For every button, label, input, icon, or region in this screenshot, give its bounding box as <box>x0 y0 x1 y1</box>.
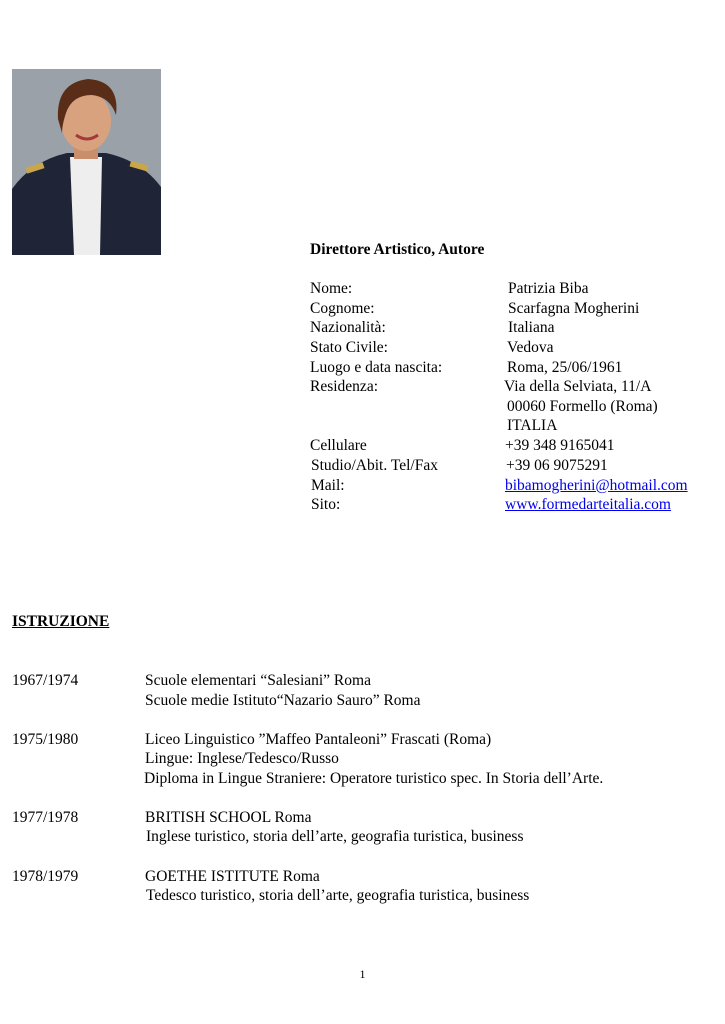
info-label: Stato Civile: <box>310 339 388 356</box>
education-line: Scuole elementari “Salesiani” Roma <box>145 672 371 689</box>
education-years: 1977/1978 <box>12 809 79 826</box>
info-label: Luogo e data nascita: <box>310 359 443 376</box>
info-value: Via della Selviata, 11/A <box>504 378 652 395</box>
info-value: +39 348 9165041 <box>505 437 615 454</box>
section-title: ISTRUZIONE <box>12 613 110 630</box>
page-number: 1 <box>359 967 366 981</box>
education-line: Diploma in Lingue Straniere: Operatore turistico spec. In Storia dell’Arte. <box>144 770 604 787</box>
info-label: Cognome: <box>310 300 375 317</box>
info-value: +39 06 9075291 <box>506 457 608 474</box>
info-value: Vedova <box>507 339 554 356</box>
education-line: Inglese turistico, storia dell’arte, geografia turistica, business <box>146 828 524 845</box>
education-line: BRITISH SCHOOL Roma <box>145 809 312 826</box>
education-years: 1967/1974 <box>12 672 79 689</box>
education-years: 1975/1980 <box>12 731 79 748</box>
info-label: Studio/Abit. Tel/Fax <box>311 457 438 474</box>
info-value: Patrizia Biba <box>508 280 589 297</box>
education-years: 1978/1979 <box>12 868 79 885</box>
education-line: Tedesco turistico, storia dell’arte, geografia turistica, business <box>146 887 530 904</box>
role-title: Direttore Artistico, Autore <box>310 241 485 258</box>
info-label: Residenza: <box>310 378 379 395</box>
info-value: Italiana <box>508 319 555 336</box>
education-line: Lingue: Inglese/Tedesco/Russo <box>145 750 339 767</box>
info-label: Cellulare <box>310 437 367 454</box>
info-value: 00060 Formello (Roma) <box>507 398 658 415</box>
portrait-icon <box>12 69 161 255</box>
education-line: Scuole medie Istituto“Nazario Sauro” Roma <box>145 692 421 709</box>
info-label: Sito: <box>311 496 341 513</box>
info-value: Scarfagna Mogherini <box>508 300 640 317</box>
info-label: Mail: <box>311 477 345 494</box>
education-line: Liceo Linguistico ”Maffeo Pantaleoni” Frascati (Roma) <box>145 731 492 748</box>
education-line: GOETHE ISTITUTE Roma <box>145 868 320 885</box>
portrait-photo <box>12 69 161 255</box>
info-label: Nazionalità: <box>310 319 386 336</box>
info-label: Nome: <box>310 280 353 297</box>
email-link[interactable]: bibamogherini@hotmail.com <box>505 477 688 494</box>
info-value: Roma, 25/06/1961 <box>507 359 623 376</box>
info-value: ITALIA <box>507 417 558 434</box>
website-link[interactable]: www.formedarteitalia.com <box>505 496 671 513</box>
